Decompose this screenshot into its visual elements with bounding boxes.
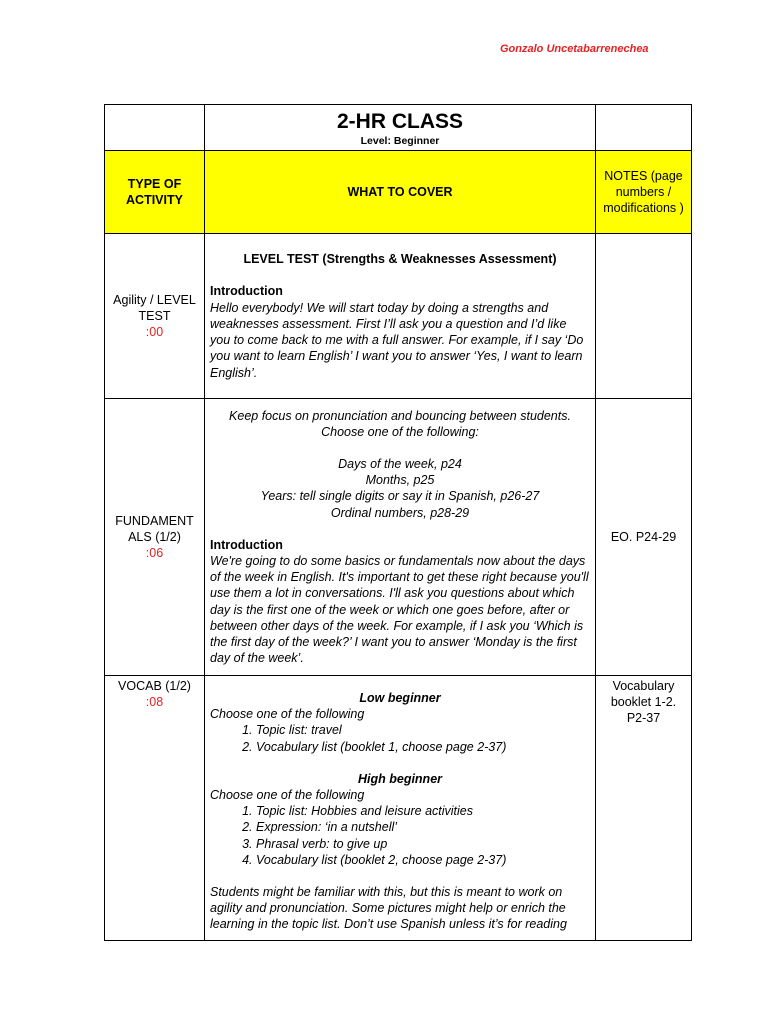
vocab-footer-text: Students might be familiar with this, but this is meant to work on agility and pronunciation. Some pictures might help or enrich the learning in the topic list. Don’t use Spanish unless it’s for reading (210, 885, 567, 932)
list-item: 2. Expression: ‘in a nutshell’ (256, 819, 590, 835)
list-item: 1. Topic list: travel (256, 722, 590, 738)
class-title: 2-HR CLASS (336, 109, 463, 133)
header-type-of-activity: TYPE OF ACTIVITY (105, 151, 205, 234)
intro-label: Introduction (210, 537, 283, 552)
high-beginner-list (210, 803, 590, 868)
activity-content-cell (205, 234, 596, 399)
header-notes: NOTES (page numbers / modifications ) (596, 151, 692, 234)
intro-label: Introduction (210, 284, 283, 299)
list-item: 3. Phrasal verb: to give up (256, 836, 590, 852)
activity-type: VOCAB (1/2) (118, 679, 191, 693)
activity-notes (596, 234, 692, 399)
activity-time: :00 (145, 325, 164, 340)
focus-instruction: Keep focus on pronunciation and bouncing between students. Choose one of the following: (229, 408, 571, 439)
activity-type: FUNDAMENT ALS (1/2) (115, 513, 194, 544)
activity-notes: Vocabulary booklet 1-2. P2-37 (596, 676, 692, 941)
intro-text: Hello everybody! We will start today by doing a strengths and weaknesses assessment. First I’ll ask you a question and I’d like you to come back to me with a full answer. For example, if I say ‘Do you want to learn English’ I want you to answer ‘Yes, I want to learn English’. (210, 300, 584, 380)
vocab-content (205, 676, 595, 937)
high-choose-text: Choose one of the following (210, 788, 365, 803)
activity-content-cell (205, 676, 596, 941)
author-name: Gonzalo Uncetabarrenechea (500, 43, 649, 55)
intro-text: We're going to do some basics or fundamentals now about the days of the week in English. It's important to get these right because you'll use them a lot in conversations. I'll ask you questions about which day is the first one of the week or which one goes before, after or between other days of the week. For example, if I ask you ‘Which is the first day of the week?’ I want you to answer ‘Monday is the first day of the week’. (210, 554, 589, 666)
activity-time: :06 (145, 546, 164, 561)
class-level: Level: Beginner (360, 134, 440, 147)
header-what-to-cover: WHAT TO COVER (205, 151, 596, 234)
option-item: Ordinal numbers, p28-29 (330, 505, 470, 520)
activity-notes: EO. P24-29 (596, 399, 692, 676)
activity-row-vocab (105, 676, 692, 941)
activity-row-level-test (105, 234, 692, 399)
option-item: Days of the week, p24 (338, 456, 462, 471)
activity-content-cell (205, 399, 596, 676)
activity-row-fundamentals (105, 399, 692, 676)
section-heading: LEVEL TEST (Strengths & Weaknesses Assessment) (243, 252, 557, 267)
list-item: 2. Vocabulary list (booklet 1, choose page 2-37) (256, 739, 590, 755)
lesson-plan-table (104, 104, 692, 941)
option-item: Years: tell single digits or say it in Spanish, p26-27 (260, 489, 540, 504)
list-item: 4. Vocabulary list (booklet 2, choose page 2-37) (256, 852, 590, 868)
title-empty-cell (105, 105, 205, 151)
activity-time: :08 (145, 695, 164, 710)
activity-type-cell (105, 399, 205, 676)
activity-type: Agility / LEVEL TEST (113, 292, 196, 323)
title-empty-cell-right (596, 105, 692, 151)
low-choose-text: Choose one of the following (210, 707, 365, 722)
activity-type-cell (105, 234, 205, 399)
low-beginner-label: Low beginner (359, 691, 441, 705)
header-row (105, 151, 692, 234)
title-cell (205, 105, 596, 151)
activity-type-cell (105, 676, 205, 941)
option-item: Months, p25 (365, 473, 435, 488)
list-item: 1. Topic list: Hobbies and leisure activities (256, 803, 590, 819)
title-row (105, 105, 692, 151)
high-beginner-label: High beginner (357, 771, 443, 786)
low-beginner-list (210, 722, 590, 754)
